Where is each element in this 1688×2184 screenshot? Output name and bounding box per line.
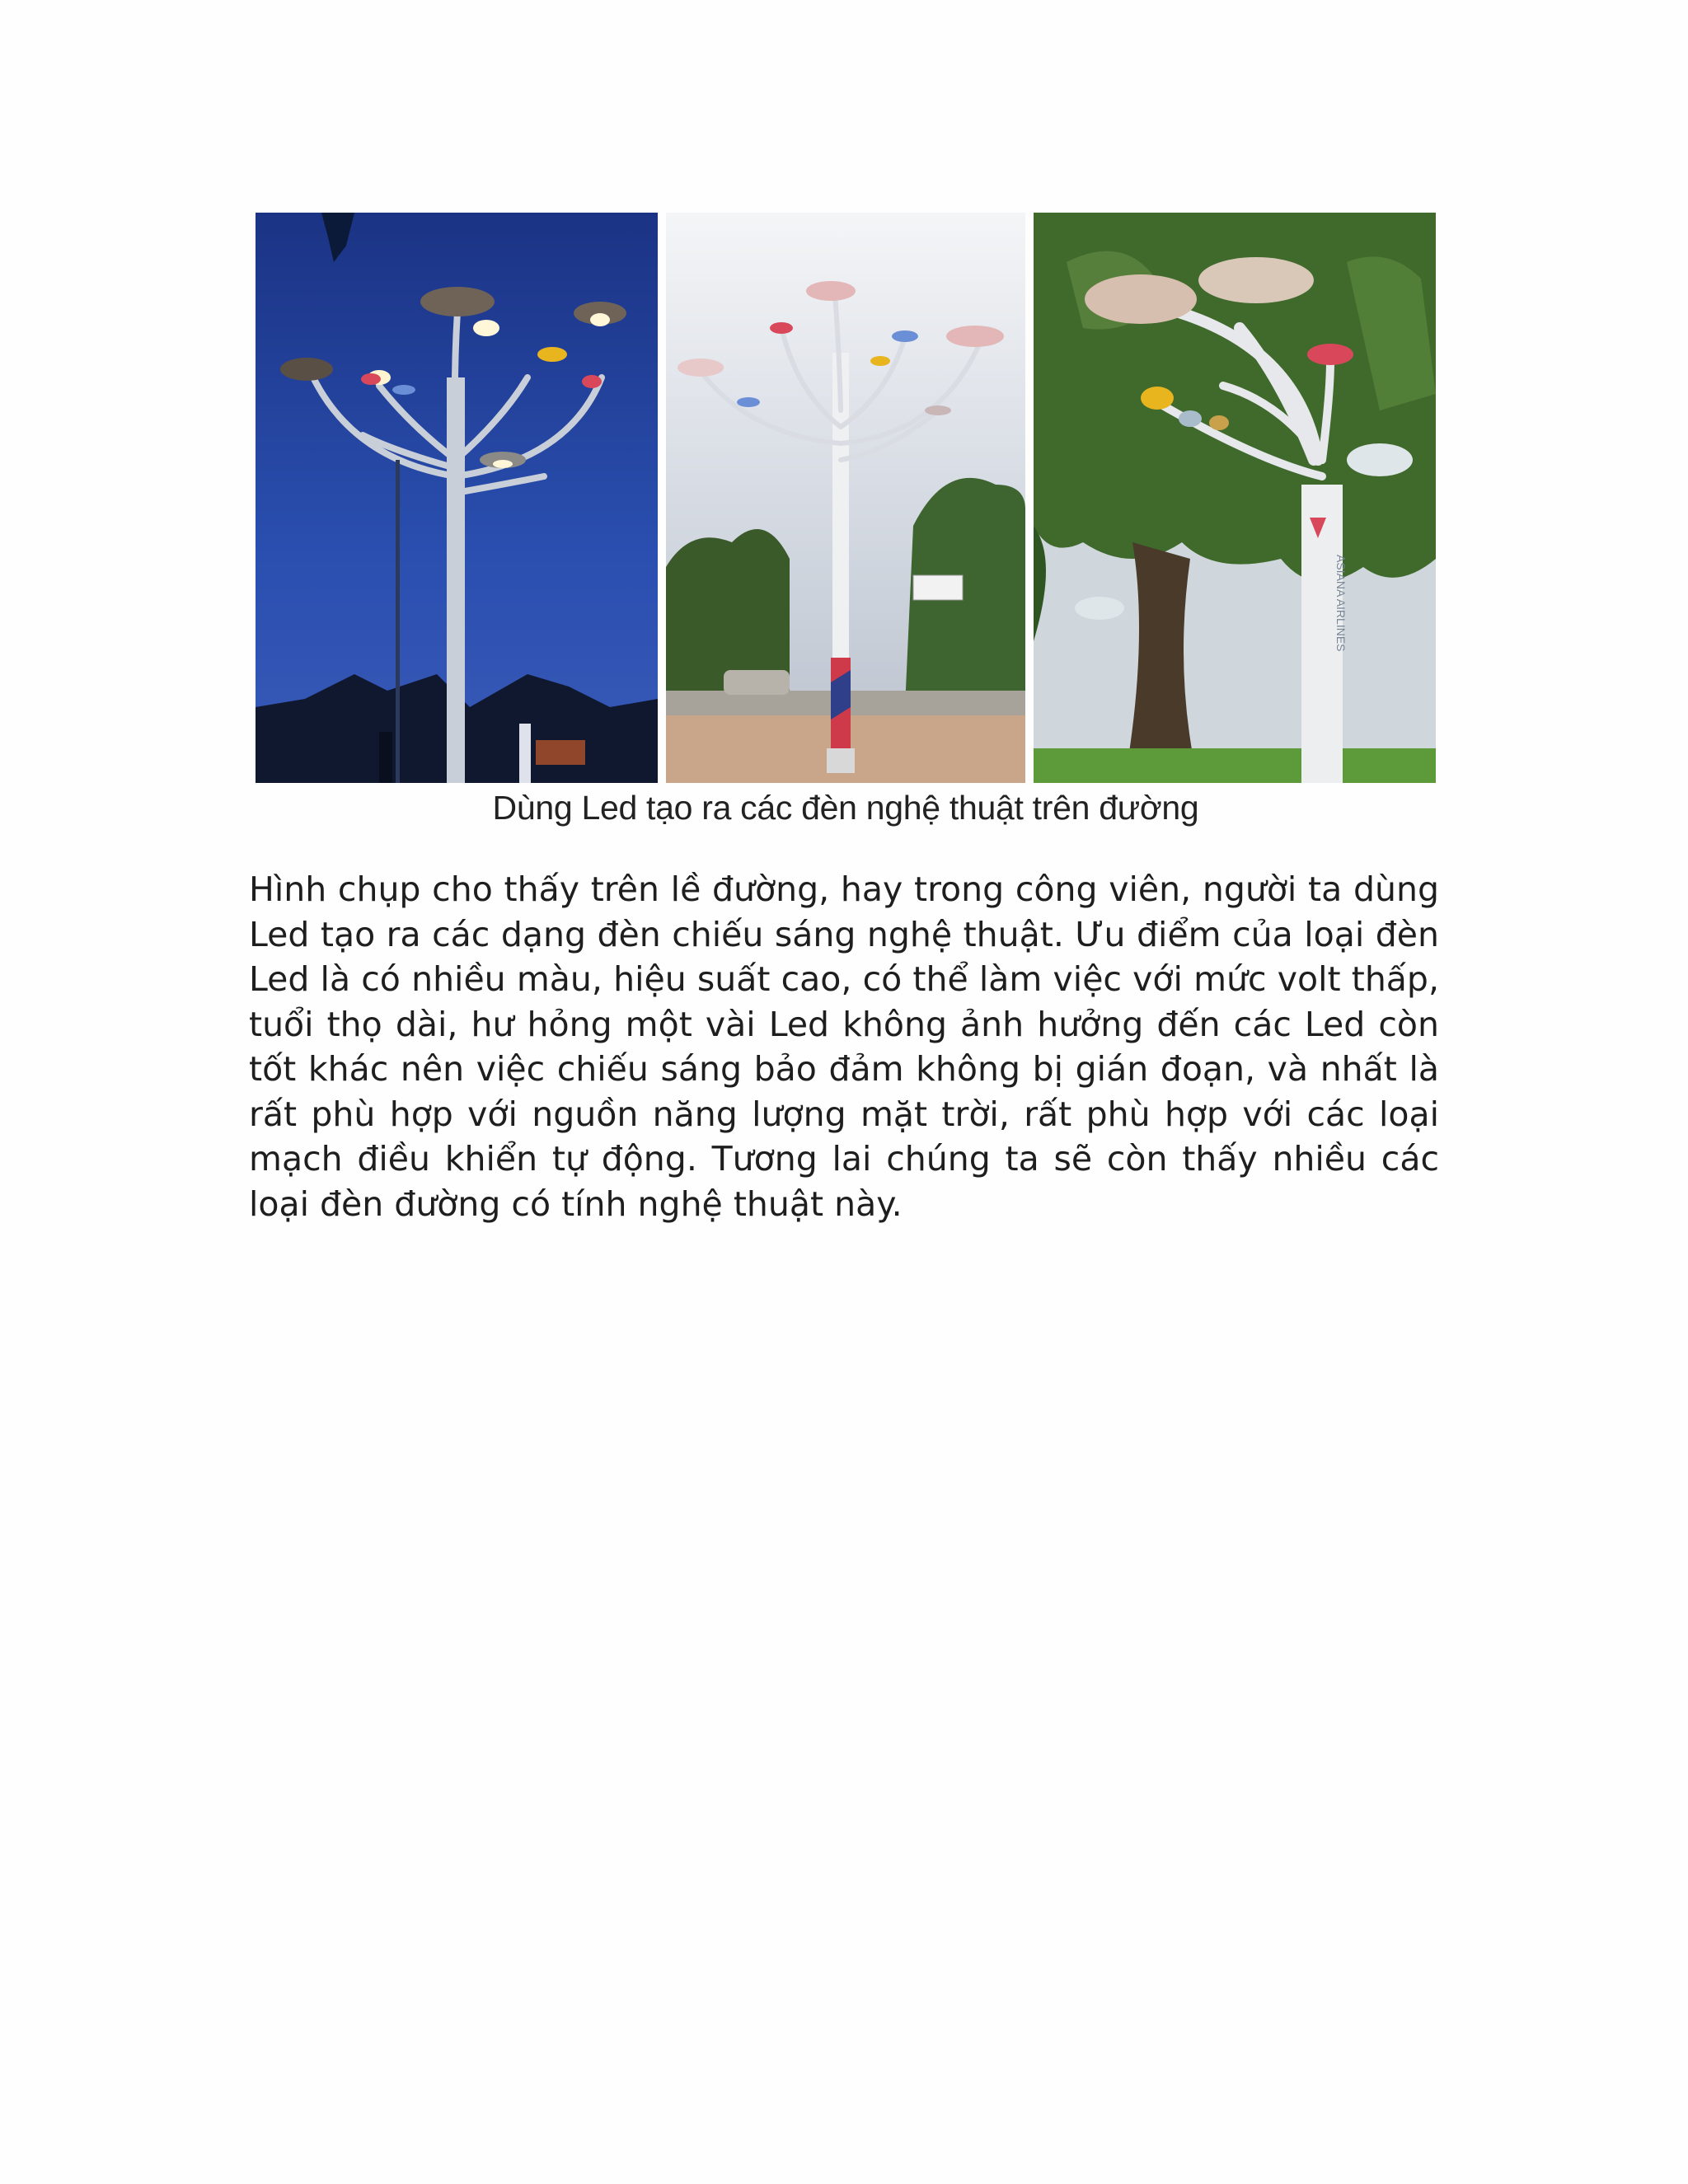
pole-sign-text: ASIANA AIRLINES [1334, 555, 1348, 652]
day-streetlight-photo [666, 213, 1025, 783]
night-streetlight-photo [256, 213, 658, 783]
figure-caption: Dùng Led tạo ra các đèn nghệ thuật trên đường [492, 789, 1199, 827]
closeup-streetlight-photo [1034, 213, 1436, 783]
body-paragraph: Hình chụp cho thấy trên lề đường, hay trong công viên, người ta dùng Led tạo ra các dạng đèn chiếu sáng nghệ thuật. Ưu điểm của loại đèn Led là có nhiều màu, hiệu suất cao, có thể làm việc với mức volt thấp, tuổi thọ dài, hư hỏng một vài Led không ảnh hưởng đến các Led còn tốt khác nên việc chiếu sáng bảo đảm không bị gián đoạn, và nhất là rất phù hợp với nguồn năng lượng mặt trời, rất phù hợp với các loại mạch điều khiển tự động. Tương lai chúng ta sẽ còn thấy nhiều các loại đèn đường có tính nghệ thuật này. [249, 869, 1439, 1224]
photo-figure [256, 213, 1436, 783]
